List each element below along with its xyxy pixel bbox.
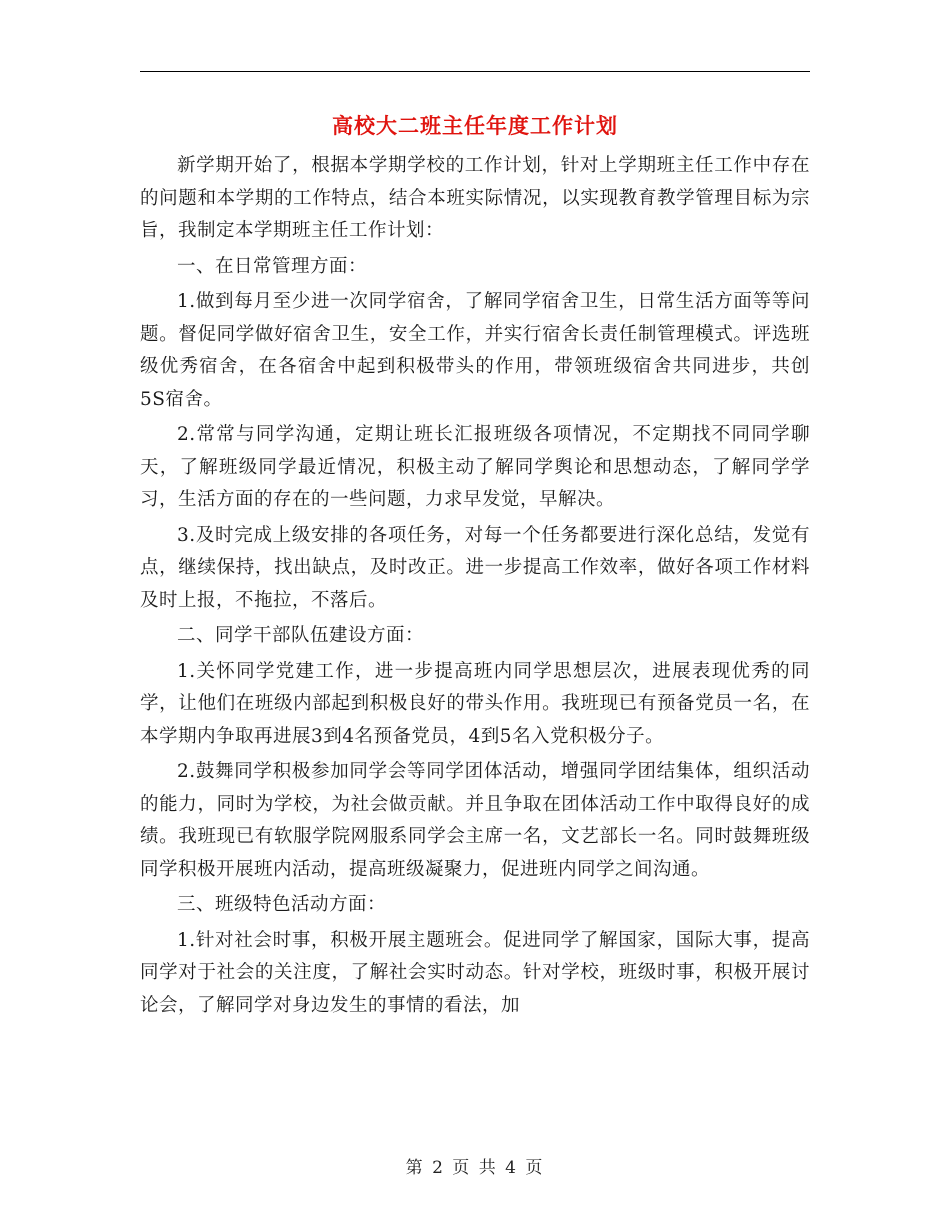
header-rule — [140, 71, 810, 72]
document-title: 高校大二班主任年度工作计划 — [332, 113, 618, 138]
body-paragraph: 2.鼓舞同学积极参加同学会等同学团体活动，增强同学团结集体，组织活动的能力，同时为学校，为社会做贡献。并且争取在团体活动工作中取得良好的成绩。我班现已有软服学院网服系同学会主席一名，文艺部长一名。同时鼓舞班级同学积极开展班内活动，提高班级凝聚力，促进班内同学之间沟通。 — [140, 761, 810, 880]
section-heading-cadre-building: 二、同学干部队伍建设方面： — [177, 625, 425, 646]
body-paragraph: 1.针对社会时事，积极开展主题班会。促进同学了解国家，国际大事，提高同学对于社会的关注度，了解社会实时动态。针对学校，班级时事，积极开展讨论会，了解同学对身边发生的事情的看法，加 — [140, 929, 810, 1016]
section-heading-daily-management: 一、在日常管理方面： — [177, 255, 368, 277]
section-heading-class-activities: 三、班级特色活动方面： — [177, 894, 387, 915]
page-number: 第 2 页 共 4 页 — [405, 1158, 545, 1178]
document-body — [140, 150, 810, 1025]
body-paragraph: 1.关怀同学党建工作，进一步提高班内同学思想层次，进展表现优秀的同学，让他们在班级内部起到积极良好的带头作用。我班现已有预备党员一名，在本学期内争取再进展3到4名预备党员，4到5名入党积极分子。 — [140, 660, 810, 747]
intro-paragraph: 新学期开始了，根据本学期学校的工作计划，针对上学期班主任工作中存在的问题和本学期的工作特点，结合本班实际情况，以实现教育教学管理目标为宗旨，我制定本学期班主任工作计划： — [140, 155, 810, 241]
body-paragraph: 3.及时完成上级安排的各项任务，对每一个任务都要进行深化总结，发觉有点，继续保持，找出缺点，及时改正。进一步提高工作效率，做好各项工作材料及时上报，不拖拉，不落后。 — [140, 524, 810, 611]
body-paragraph: 2.常常与同学沟通，定期让班长汇报班级各项情况，不定期找不同同学聊天，了解班级同学最近情况，积极主动了解同学舆论和思想动态，了解同学学习，生活方面的存在的一些问题，力求早发觉，早解决。 — [140, 424, 810, 510]
body-paragraph: 1.做到每月至少进一次同学宿舍，了解同学宿舍卫生，日常生活方面等等问题。督促同学做好宿舍卫生，安全工作，并实行宿舍长责任制管理模式。评选班级优秀宿舍，在各宿舍中起到积极带头的作用，带领班级宿舍共同进步，共创5S宿舍。 — [140, 291, 810, 410]
